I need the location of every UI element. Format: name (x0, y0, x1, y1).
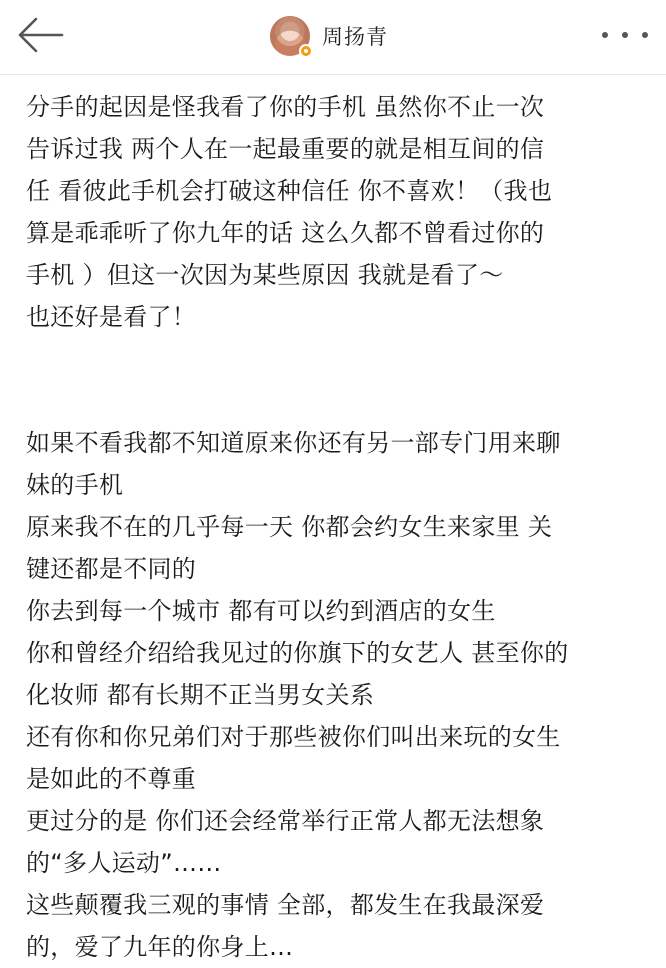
post-text-line: 告诉过我 两个人在一起最重要的就是相互间的信 (26, 135, 545, 163)
avatar-container[interactable] (270, 16, 310, 56)
post-body (26, 86, 646, 968)
author-name[interactable]: 周扬青 (322, 25, 388, 49)
post-text-line: 这些颠覆我三观的事情 全部，都发生在我最深爱 (26, 891, 545, 919)
post-text-line: 你和曾经介绍给我见过的你旗下的女艺人 甚至你的 (26, 639, 569, 667)
post-text-line: 还有你和你兄弟们对于那些被你们叫出来玩的女生 (26, 723, 561, 751)
post-text-line: 的，爱了九年的你身上… (26, 933, 294, 961)
more-options-button[interactable] (602, 22, 648, 48)
post-text-line: 键还都是不同的 (26, 555, 197, 583)
more-dot-icon (642, 32, 648, 38)
top-bar (0, 0, 666, 75)
post-text-line: 分手的起因是怪我看了你的手机 虽然你不止一次 (26, 93, 545, 121)
more-dot-icon (622, 32, 628, 38)
post-text-line: 化妆师 都有长期不正当男女关系 (26, 681, 375, 709)
post-text-line: 的“多人运动”…… (26, 849, 222, 877)
more-dot-icon (602, 32, 608, 38)
arrow-left-icon (16, 17, 64, 53)
paragraph-spacer (26, 380, 646, 422)
post-text-line: 任 看彼此手机会打破这种信任 你不喜欢！（我也 (26, 177, 553, 205)
post-text-line: 是如此的不尊重 (26, 765, 197, 793)
post-text-line: 原来我不在的几乎每一天 你都会约女生来家里 关 (26, 513, 553, 541)
author-info[interactable] (270, 11, 388, 61)
back-button[interactable] (14, 13, 66, 57)
post-text-line: 你去到每一个城市 都有可以约到酒店的女生 (26, 597, 496, 625)
post-text-line: 更过分的是 你们还会经常举行正常人都无法想象 (26, 807, 545, 835)
post-text-line: 也还好是看了！ (26, 303, 197, 331)
post-text-line: 如果不看我都不知道原来你还有另一部专门用来聊 (26, 429, 561, 457)
post-text-line: 手机 ）但这一次因为某些原因 我就是看了～ (26, 261, 504, 289)
post-text-line: 算是乖乖听了你九年的话 这么久都不曾看过你的 (26, 219, 545, 247)
verified-badge-icon (299, 44, 313, 58)
paragraph-spacer (26, 338, 646, 380)
post-text-line: 妹的手机 (26, 471, 124, 499)
verified-mark-icon (303, 48, 309, 54)
